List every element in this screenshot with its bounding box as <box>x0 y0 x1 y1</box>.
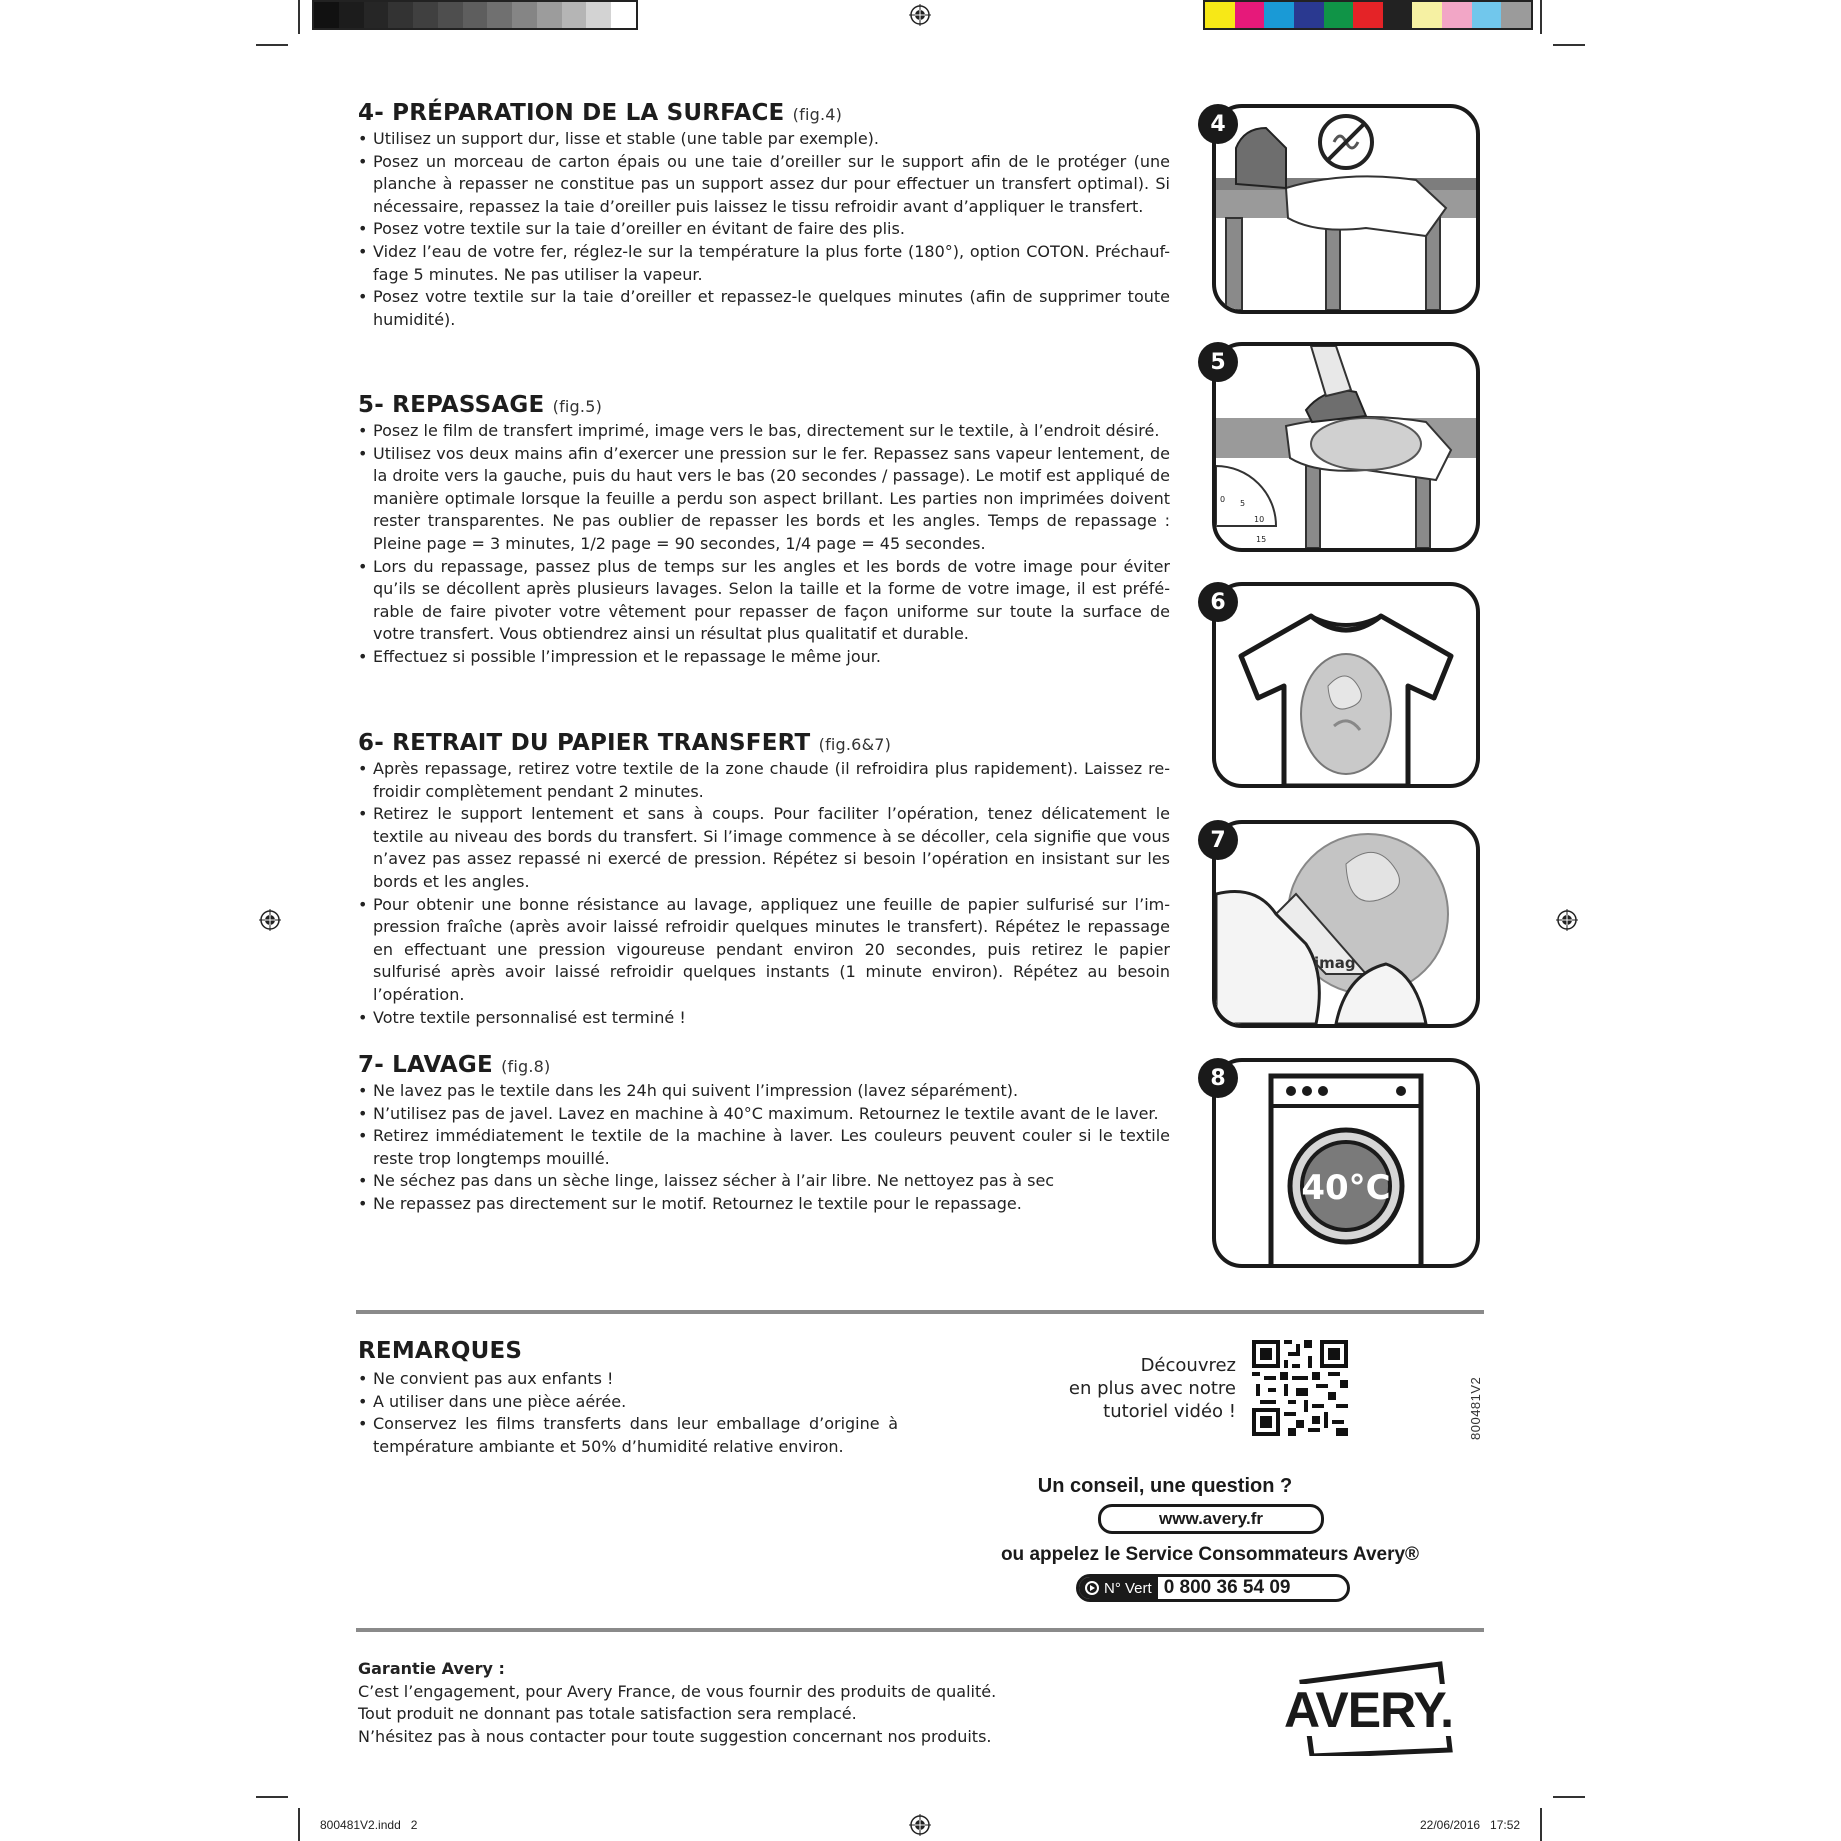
list-item: • A utiliser dans une pièce aérée. <box>358 1391 898 1414</box>
section-title: 7- LAVAGE (fig.8) <box>358 1052 551 1078</box>
transfer-image-text: imag <box>1314 954 1356 972</box>
guarantee-line: N’hésitez pas à nous contacter pour toute suggestion concernant nos produits. <box>358 1726 992 1746</box>
qr-code-icon[interactable] <box>1252 1340 1348 1436</box>
gray-swatch <box>562 2 587 28</box>
color-swatch <box>1501 2 1531 28</box>
instruction-list <box>358 758 1170 1029</box>
figure-4-surface-preparation <box>1212 104 1480 314</box>
temperature-label: 40°C <box>1301 1168 1391 1208</box>
list-item: • Après repassage, retirez votre textile de la zone chaude (il refroidira plus rapidement). Laissez re-froidir complètement pendant 2 minutes. <box>358 758 1170 803</box>
dial-label: 10 <box>1254 515 1265 524</box>
list-item: • Posez votre textile sur la taie d’oreiller et repassez-le quelques minutes (afin de supprimer toute humidité). <box>358 286 1170 331</box>
color-swatch <box>1324 2 1354 28</box>
product-code: 800481V2 <box>1468 1376 1483 1440</box>
list-item: • Videz l’eau de votre fer, réglez-le sur la température la plus forte (180°), option COTON. Préchauf-fage 5 minutes. Ne pas utiliser la vapeur. <box>358 241 1170 286</box>
list-item: • Ne repassez pas directement sur le motif. Retournez le textile pour le repassage. <box>358 1193 1170 1216</box>
website-link[interactable]: www.avery.fr <box>1098 1504 1324 1534</box>
list-item: • Ne convient pas aux enfants ! <box>358 1368 898 1391</box>
list-item: • Posez un morceau de carton épais ou une taie d’oreiller sur le support afin de le protéger (une planche à repasser ne constitue pas un support assez dur pour effectuer un transfert optimal). Si nécessaire, repassez la taie d’oreiller puis laissez le tissu refroidir avant d’appliquer le transfert. <box>358 151 1170 219</box>
color-swatch <box>1205 2 1235 28</box>
instruction-list <box>358 1080 1170 1216</box>
figure-5-ironing <box>1212 342 1480 552</box>
remarks-list <box>358 1368 898 1458</box>
gray-swatch <box>438 2 463 28</box>
section-washing <box>358 1052 1170 1216</box>
list-item: • Conservez les films transferts dans leur emballage d’origine à température ambiante et 50% d’humidité relative environ. <box>358 1413 898 1458</box>
gray-swatch <box>339 2 364 28</box>
crop-mark <box>1553 44 1585 46</box>
color-swatch <box>1472 2 1502 28</box>
list-item: • Utilisez un support dur, lisse et stable (une table par exemple). <box>358 128 1170 151</box>
registration-mark-icon <box>909 1814 931 1836</box>
instruction-list <box>358 128 1170 331</box>
figure-number-badge: 5 <box>1198 342 1238 382</box>
file-name: 800481V2.indd 2 <box>320 1818 418 1832</box>
color-swatch <box>1412 2 1442 28</box>
peeling-transfer-illustration <box>1216 824 1476 1024</box>
play-arrow-icon <box>1085 1581 1099 1595</box>
gray-swatch <box>537 2 562 28</box>
color-swatch <box>1235 2 1265 28</box>
list-item: • Pour obtenir une bonne résistance au lavage, appliquez une feuille de papier sulfurisé sur l’im-pression fraîche (après avoir laissé refroidir quelques minutes le transfert). Répétez le repassage en effectuant une pression vigoureuse pendant environ 20 secondes, puis retirez le papier sulfurisé après avoir laissé refroidir quelques instants (1 minute environ). Répétez au besoin l’opération. <box>358 894 1170 1007</box>
figure-number-badge: 8 <box>1198 1058 1238 1098</box>
registration-mark-icon <box>1556 909 1578 931</box>
figure-number-badge: 4 <box>1198 104 1238 144</box>
gray-swatch <box>586 2 611 28</box>
video-promo-text: Découvrez en plus avec notre tutoriel vidéo ! <box>1068 1355 1236 1422</box>
color-swatch <box>1353 2 1383 28</box>
tshirt-illustration <box>1216 586 1476 784</box>
gray-swatch <box>364 2 389 28</box>
divider <box>356 1310 1484 1314</box>
crop-mark <box>1553 1796 1585 1798</box>
brand-name: AVERY. <box>1280 1684 1457 1736</box>
crop-mark <box>1540 1808 1542 1841</box>
divider <box>356 1628 1484 1632</box>
phone-number-pill[interactable] <box>1076 1574 1350 1602</box>
guarantee-line: C’est l’engagement, pour Avery France, de vous fournir des produits de qualité. <box>358 1681 997 1701</box>
dial-label: 15 <box>1256 535 1267 544</box>
registration-mark-icon <box>259 909 281 931</box>
list-item: • Posez le film de transfert imprimé, image vers le bas, directement sur le textile, à l’endroit désiré. <box>358 420 1170 443</box>
figure-7-peeling <box>1212 820 1480 1028</box>
figure-number-badge: 6 <box>1198 582 1238 622</box>
list-item: • N’utilisez pas de javel. Lavez en machine à 40°C maximum. Retournez le textile avant de le laver. <box>358 1103 1170 1126</box>
crop-mark <box>298 0 300 34</box>
section-paper-removal <box>358 730 1170 1029</box>
dial-label: 0 <box>1220 495 1226 504</box>
guarantee-line: Tout produit ne donnant pas totale satisfaction sera remplacé. <box>358 1704 857 1723</box>
print-datetime: 22/06/2016 17:52 <box>1420 1818 1521 1832</box>
contact-question: Un conseil, une question ? <box>1037 1475 1293 1497</box>
section-title: REMARQUES <box>358 1338 523 1364</box>
crop-mark <box>298 1808 300 1841</box>
list-item: • Retirez immédiatement le textile de la machine à laver. Les couleurs peuvent couler si le textile reste trop longtemps mouillé. <box>358 1125 1170 1170</box>
crop-mark <box>256 44 288 46</box>
instruction-list <box>358 420 1170 669</box>
gray-swatch <box>512 2 537 28</box>
gray-swatch <box>611 2 636 28</box>
dial-label: 5 <box>1240 499 1246 508</box>
section-remarks <box>358 1338 898 1458</box>
color-calibration-bar <box>1203 0 1533 30</box>
section-title: 6- RETRAIT DU PAPIER TRANSFERT (fig.6&7) <box>358 730 892 756</box>
iron-on-table-illustration <box>1216 108 1476 310</box>
color-swatch <box>1383 2 1413 28</box>
gray-calibration-bar <box>312 0 638 30</box>
list-item: • Ne séchez pas dans un sèche linge, laissez sécher à l’air libre. Ne nettoyez pas à sec <box>358 1170 1170 1193</box>
list-item: • Retirez le support lentement et sans à coups. Pour faciliter l’opération, tenez délicatement le textile au niveau des bords du transfert. Si l’image commence à se décoller, cela signifie que vous n’avez pas assez repassé ni exercé de pression. Répétez si besoin l’opération en insistant sur les bords et les angles. <box>358 803 1170 893</box>
color-swatch <box>1264 2 1294 28</box>
guarantee-title: Garantie Avery : <box>358 1659 505 1678</box>
figure-number-badge: 7 <box>1198 820 1238 860</box>
crop-mark <box>1540 0 1542 34</box>
section-title: 5- REPASSAGE (fig.5) <box>358 392 603 418</box>
list-item: • Lors du repassage, passez plus de temps sur les angles et les bords de votre image pour éviter qu’ils se décollent après plusieurs lavages. Selon la taille et la forme de votre image, il est préfé-rable de faire pivoter votre vêtement pour repasser de façon uniforme sur toute la surface de votre transfert. Vous obtiendrez ainsi un résultat plus qualitatif et durable. <box>358 556 1170 646</box>
section-ironing <box>358 392 1170 669</box>
color-swatch <box>1442 2 1472 28</box>
list-item: • Posez votre textile sur la taie d’oreiller en évitant de faire des plis. <box>358 218 1170 241</box>
nvert-badge: N° Vert <box>1079 1577 1158 1599</box>
gray-swatch <box>463 2 488 28</box>
color-swatch <box>1294 2 1324 28</box>
gray-swatch <box>388 2 413 28</box>
list-item: • Votre textile personnalisé est terminé ! <box>358 1007 1170 1030</box>
crop-mark <box>256 1796 288 1798</box>
ironing-hands-illustration <box>1216 346 1476 548</box>
washing-machine-illustration <box>1216 1062 1476 1264</box>
phone-number: 0 800 36 54 09 <box>1163 1577 1291 1598</box>
registration-mark-icon <box>909 4 931 26</box>
list-item: • Effectuez si possible l’impression et le repassage le même jour. <box>358 646 1170 669</box>
avery-logo <box>1280 1660 1490 1756</box>
figure-8-washing-machine <box>1212 1058 1480 1268</box>
list-item: • Utilisez vos deux mains afin d’exercer une pression sur le fer. Repassez sans vapeur lentement, de la droite vers la gauche, puis du haut vers le bas (20 secondes / passage). Le motif est appliqué de manière optimale lorsque la feuille a perdu son aspect brillant. Les parties non imprimées doivent rester transparentes. Ne pas oublier de repasser les bords et les angles. Temps de repassage : Pleine page = 3 minutes, 1/2 page = 90 secondes, 1/4 page = 45 secondes. <box>358 443 1170 556</box>
gray-swatch <box>487 2 512 28</box>
figure-6-tshirt <box>1212 582 1480 788</box>
section-surface-preparation <box>358 100 1170 331</box>
gray-swatch <box>314 2 339 28</box>
service-line: ou appelez le Service Consommateurs Avery® <box>1000 1544 1420 1565</box>
list-item: • Ne lavez pas le textile dans les 24h qui suivent l’impression (lavez séparément). <box>358 1080 1170 1103</box>
section-title: 4- PRÉPARATION DE LA SURFACE (fig.4) <box>358 100 843 126</box>
guarantee-block <box>358 1658 1058 1748</box>
gray-swatch <box>413 2 438 28</box>
